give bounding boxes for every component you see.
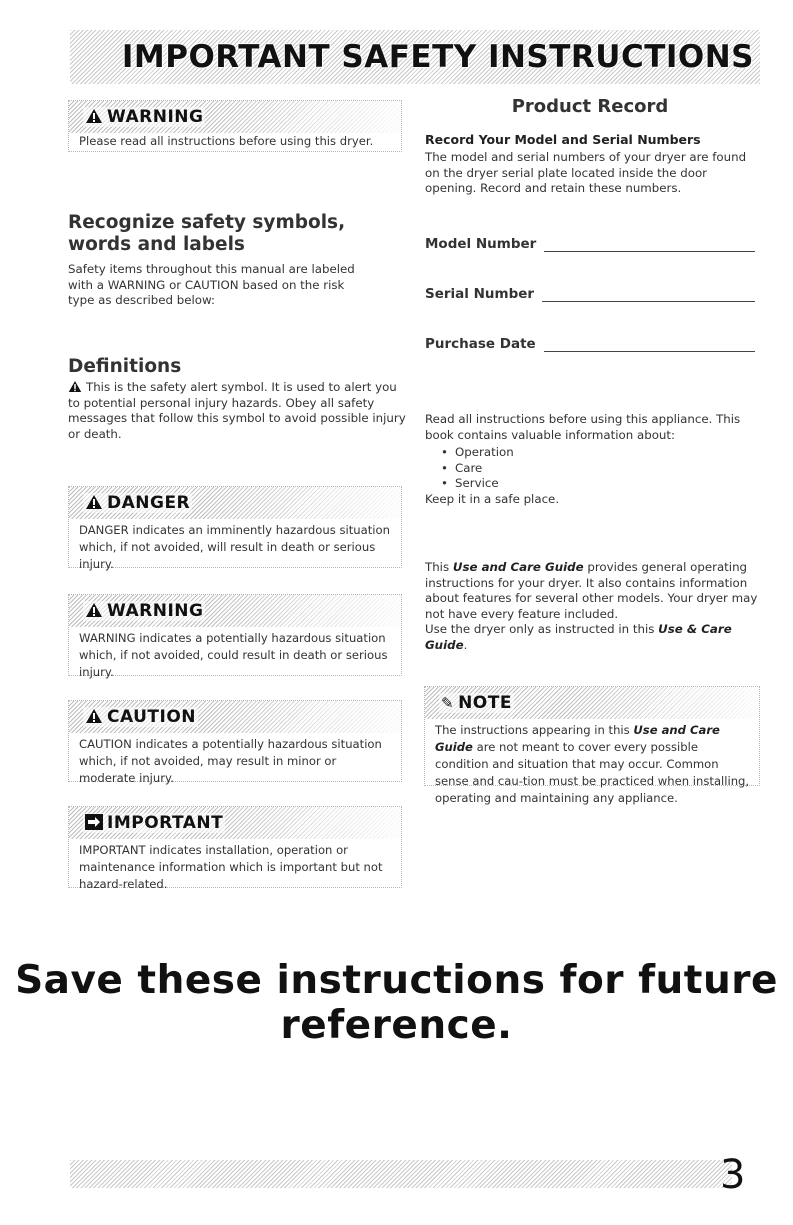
model-number-field[interactable] [425, 236, 755, 252]
caution-text: CAUTION indicates a potentially hazardous situation which, if not avoided, may result in minor or moderate injury. [79, 737, 382, 785]
read-all-outro: Keep it in a safe place. [425, 491, 560, 506]
product-record-text: The model and serial numbers of your dryer are found on the dryer serial plate located inside the door opening. Record and retain these numbers. [425, 150, 747, 195]
purchase-date-field[interactable] [425, 336, 755, 352]
save-instructions-text: Save these instructions for future reference. [15, 958, 778, 1048]
product-record-subtitle: Record Your Model and Serial Numbers [425, 132, 701, 147]
guide-block: This Use and Care Guide provides general operating instructions for your dryer. It also contains information about features for several other models. Your dryer may not have every feature included. Use the dryer only as instructed in this Use & Care Guide. [425, 560, 758, 652]
page-title: IMPORTANT SAFETY INSTRUCTIONS [121, 39, 754, 75]
read-all-block [425, 412, 765, 507]
list-item: • Operation [455, 445, 765, 461]
model-number-label: Model Number [425, 236, 537, 252]
note-label: NOTE [458, 693, 512, 713]
important-label: IMPORTANT [107, 813, 224, 833]
warning-text: WARNING indicates a potentially hazardous situation which, if not avoided, could result in death or serious injury. [79, 631, 388, 679]
warning-box-top [68, 100, 402, 152]
list-item: • Service [455, 476, 765, 492]
read-all-intro: Read all instructions before using this appliance. This book contains valuable information about: [425, 412, 741, 442]
danger-text: DANGER indicates an imminently hazardous situation which, if not avoided, will result in death or serious injury. [79, 523, 390, 571]
important-icon [85, 814, 103, 830]
safety-alert-icon [68, 380, 82, 393]
serial-number-line[interactable] [542, 287, 755, 302]
danger-box [68, 486, 402, 571]
recognize-heading: Recognize safety symbols, words and labels [68, 212, 346, 255]
purchase-date-line[interactable] [544, 337, 755, 352]
warning-top-text: Please read all instructions before using this dryer. [79, 134, 374, 148]
note-box [424, 686, 760, 805]
warning-label: WARNING [107, 107, 204, 127]
important-box [68, 806, 402, 891]
serial-number-field[interactable] [425, 286, 755, 302]
safety-alert-icon [85, 708, 103, 724]
model-number-line[interactable] [544, 237, 755, 252]
list-item: • Care [455, 461, 765, 477]
serial-number-label: Serial Number [425, 286, 535, 302]
recognize-text: Safety items throughout this manual are labeled with a WARNING or CAUTION based on the risk type as described below: [68, 262, 355, 307]
safety-alert-icon [85, 602, 103, 618]
caution-box [68, 700, 402, 785]
danger-label: DANGER [107, 493, 191, 513]
note-text: The instructions appearing in this Use and Care Guide are not meant to cover every possible condition and situation that may occur. Common sense and cau-tion must be practiced when installing, operating and maintaining any appliance. [435, 723, 750, 805]
product-record-title: Product Record [511, 96, 669, 117]
page-number: 3 [720, 1152, 746, 1198]
important-text: IMPORTANT indicates installation, operation or maintenance information which is important but not hazard-related. [79, 843, 383, 891]
definitions-block [68, 380, 406, 442]
warning-box [68, 594, 402, 679]
caution-label: CAUTION [107, 707, 197, 727]
read-all-list [425, 445, 765, 492]
definitions-heading: Definitions [68, 356, 182, 377]
guide-title-em: Use and Care Guide [452, 560, 584, 574]
definitions-text: This is the safety alert symbol. It is used to alert you to potential personal injury hazards. Obey all safety messages that follow this symbol to avoid possible injury or death. [68, 380, 406, 441]
safety-alert-icon [85, 494, 103, 510]
footer-bar [70, 1160, 732, 1188]
title-banner [70, 30, 760, 84]
purchase-date-label: Purchase Date [425, 336, 536, 352]
warning-label: WARNING [107, 601, 204, 621]
note-icon: ✎ [441, 694, 455, 712]
safety-alert-icon [85, 108, 103, 124]
warning-box-top-header [69, 101, 401, 133]
